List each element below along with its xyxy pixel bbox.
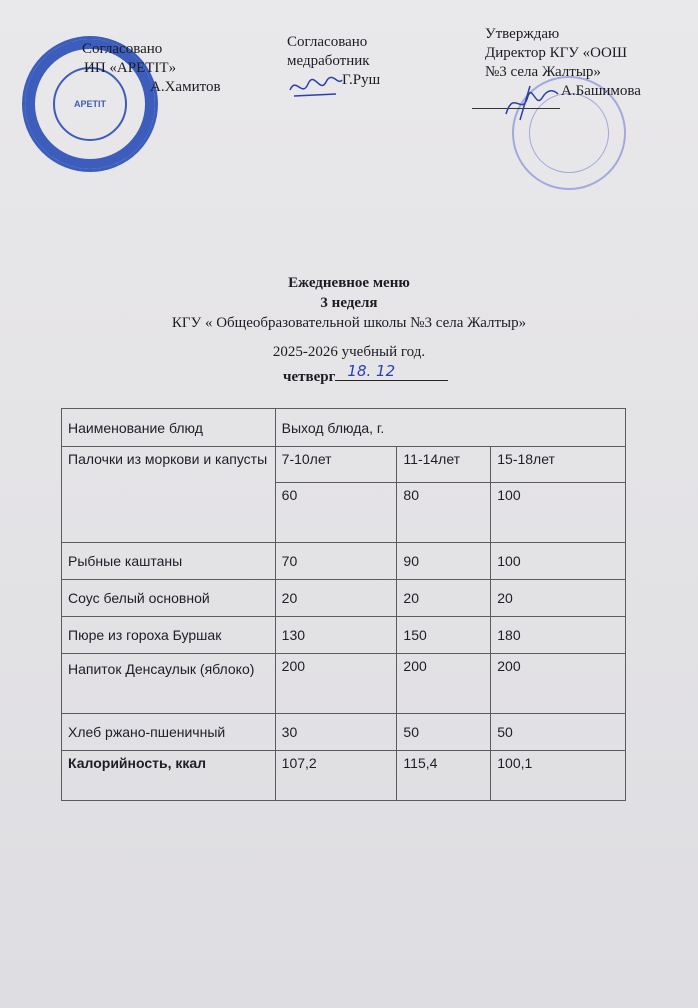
approval-right-line1: Утверждаю xyxy=(485,26,560,42)
age-group: 15-18лет xyxy=(491,447,626,483)
date-line xyxy=(335,364,448,381)
dish-name: Рыбные каштаны xyxy=(62,543,276,580)
dish-name: Хлеб ржано-пшеничный xyxy=(62,714,276,751)
approval-right-line3: №3 села Жалтыр» xyxy=(485,64,601,80)
dish-value: 130 xyxy=(275,617,397,654)
medic-signature xyxy=(286,72,346,104)
calories-label: Калорийность, ккал xyxy=(62,751,276,801)
dish-value: 200 xyxy=(275,654,397,714)
day-label: четверг xyxy=(283,369,336,385)
approval-middle-line3: Г.Руш xyxy=(342,72,381,88)
approval-middle-line2: медработник xyxy=(287,53,370,69)
menu-title: Ежедневное меню xyxy=(288,275,410,291)
approval-left xyxy=(82,40,221,97)
approval-right-line2: Директор КГУ «ООШ xyxy=(485,45,627,61)
approval-middle-line1: Согласовано xyxy=(287,34,368,50)
calories-value: 107,2 xyxy=(275,751,397,801)
dish-value: 60 xyxy=(275,483,397,543)
stamp-text: APETIT xyxy=(73,99,106,109)
header-dish: Наименование блюд xyxy=(62,409,276,447)
age-group: 11-14лет xyxy=(397,447,491,483)
dish-value: 50 xyxy=(397,714,491,751)
table-row xyxy=(62,714,626,751)
approval-left-line1: Согласовано xyxy=(82,41,163,57)
dish-value: 100 xyxy=(491,543,626,580)
day-row xyxy=(283,364,448,386)
date-handwritten: 18. 12 xyxy=(347,362,396,380)
dish-value: 20 xyxy=(397,580,491,617)
dish-value: 90 xyxy=(397,543,491,580)
dish-value: 50 xyxy=(491,714,626,751)
director-signature xyxy=(500,78,562,126)
dish-value: 20 xyxy=(491,580,626,617)
school-name: КГУ « Общеобразовательной школы №3 села Жалтыр» xyxy=(171,315,527,331)
dish-name: Напиток Денсаулык (яблоко) xyxy=(62,654,276,714)
table-row xyxy=(62,617,626,654)
dish-value: 180 xyxy=(491,617,626,654)
dish-value: 80 xyxy=(397,483,491,543)
table-header-row xyxy=(62,409,626,447)
age-group: 7-10лет xyxy=(275,447,397,483)
header-output: Выход блюда, г. xyxy=(275,409,625,447)
dish-value: 200 xyxy=(397,654,491,714)
dish-value: 20 xyxy=(275,580,397,617)
approval-left-line3: А.Хамитов xyxy=(150,79,221,95)
approval-left-line2: ИП «APETIT» xyxy=(84,60,177,76)
table-row xyxy=(62,580,626,617)
table-row xyxy=(62,543,626,580)
table-row xyxy=(62,654,626,714)
calories-row xyxy=(62,751,626,801)
approval-right-line4: А.Башимова xyxy=(561,83,641,99)
dish-value: 100 xyxy=(491,483,626,543)
dish-value: 200 xyxy=(491,654,626,714)
calories-value: 100,1 xyxy=(491,751,626,801)
dish-value: 150 xyxy=(397,617,491,654)
dish-name: Палочки из моркови и капусты xyxy=(62,447,276,543)
dish-value: 70 xyxy=(275,543,397,580)
menu-table xyxy=(61,408,626,801)
week-label: 3 неделя xyxy=(320,295,378,311)
calories-value: 115,4 xyxy=(397,751,491,801)
dish-name: Пюре из гороха Буршак xyxy=(62,617,276,654)
dish-value: 30 xyxy=(275,714,397,751)
school-year: 2025-2026 учебный год. xyxy=(272,344,426,360)
dish-name: Соус белый основной xyxy=(62,580,276,617)
table-row xyxy=(62,447,626,483)
